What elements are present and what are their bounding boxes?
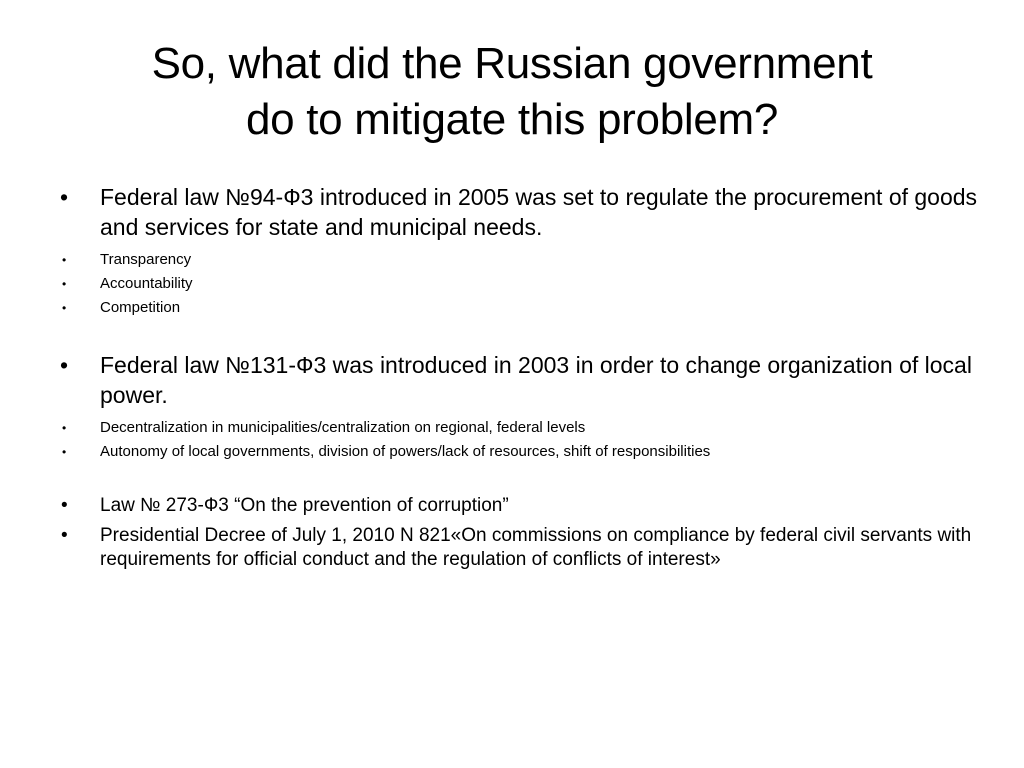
list-item-text: Federal law №131-Ф3 was introduced in 2003 in order to change organization of local power. xyxy=(100,352,972,408)
bullet-icon: • xyxy=(60,184,69,210)
list-item xyxy=(58,524,988,572)
bullet-list xyxy=(58,182,988,572)
list-item-text: Accountability xyxy=(100,275,193,292)
bullet-icon: • xyxy=(61,525,68,546)
bullet-icon: • xyxy=(60,352,69,378)
list-item-text: Competition xyxy=(100,299,181,316)
bullet-icon: • xyxy=(62,301,67,315)
list-item-text: Law № 273-Ф3 “On the prevention of corruption” xyxy=(100,495,509,516)
list-item-text: Decentralization in municipalities/centralization on regional, federal levels xyxy=(100,419,586,436)
bullet-icon: • xyxy=(62,277,67,291)
list-item xyxy=(58,350,988,410)
list-item xyxy=(58,182,988,242)
list-item-text: Transparency xyxy=(100,251,192,268)
list-item xyxy=(58,440,988,464)
list-item xyxy=(58,296,988,320)
list-item xyxy=(58,248,988,272)
bullet-icon: • xyxy=(62,445,67,459)
list-item-text: Federal law №94-Ф3 introduced in 2005 was set to regulate the procurement of goods and services for state and municipal needs. xyxy=(100,184,978,240)
list-item xyxy=(58,272,988,296)
list-item xyxy=(58,494,988,518)
bullet-icon: • xyxy=(61,495,68,516)
slide-title: So, what did the Russian government do to mitigate this problem? xyxy=(151,39,873,144)
list-item-text: Presidential Decree of July 1, 2010 N 821«On commissions on compliance by federal civil servants with requirements for official conduct and the regulation of conflicts of interest» xyxy=(100,525,972,570)
list-item xyxy=(58,416,988,440)
bullet-icon: • xyxy=(62,253,67,267)
bullet-icon: • xyxy=(62,421,67,435)
list-item-text: Autonomy of local governments, division of powers/lack of resources, shift of responsibilities xyxy=(100,443,711,460)
